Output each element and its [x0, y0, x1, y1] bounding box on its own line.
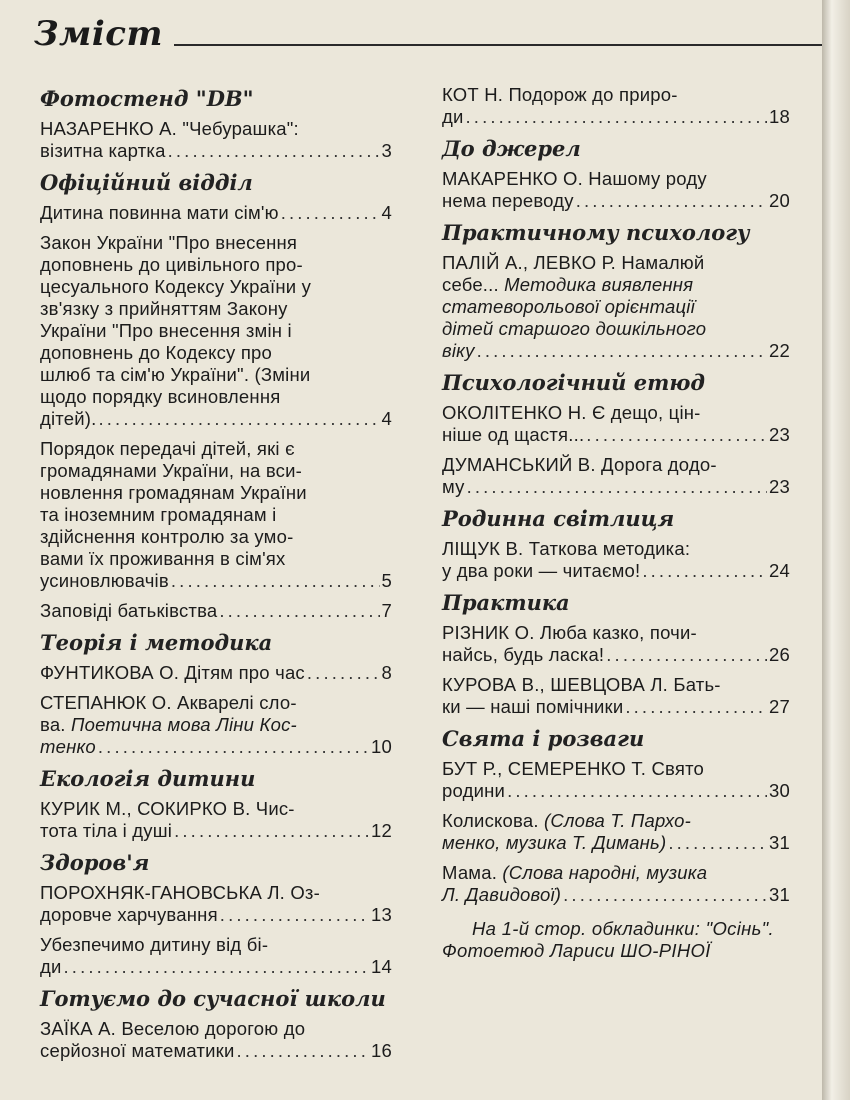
entry-text-line: дітей). [40, 408, 97, 429]
italic-text: статеворольової орієнтації [442, 296, 695, 317]
section-heading: Готуємо до сучасної школи [40, 986, 386, 1011]
dot-leader [307, 662, 380, 684]
entry-text-line: ДУМАНСЬКИЙ В. Дорога додо- [442, 454, 717, 475]
entry-text-line: Заповіді батьківства [40, 600, 218, 621]
toc-entry[interactable] [40, 1018, 392, 1062]
toc-entry[interactable] [442, 622, 790, 666]
dot-leader [219, 600, 379, 622]
entry-text-line: вами їх проживання в сім'ях [40, 548, 286, 569]
entry-leader-line [40, 904, 392, 926]
entry-text-line: ФУНТИКОВА О. Дітям про час [40, 662, 305, 683]
entry-text-line: МАКАРЕНКО О. Нашому роду [442, 168, 707, 189]
header-rule [174, 44, 824, 46]
page-number: 4 [381, 408, 392, 429]
entry-leader-line [40, 956, 392, 978]
entry-leader-line [442, 106, 790, 128]
entry-leader-line [40, 202, 392, 224]
entry-leader-line [40, 140, 392, 162]
entry-text-line: ЛІЩУК В. Таткова методика: [442, 538, 691, 559]
dot-leader [477, 340, 767, 362]
entry-text-line: нема переводу [442, 190, 574, 211]
entry-text-line [442, 340, 475, 362]
entry-text-line: найсь, будь ласка! [442, 644, 605, 665]
toc-entry[interactable] [40, 438, 392, 592]
entry-text-line: тота тіла і душі [40, 820, 173, 841]
entry-text-line: Мама. (Слова народні, музика [442, 862, 708, 883]
entry-text-line: Дитина повинна мати сім'ю [40, 202, 279, 223]
entry-text-line [442, 884, 561, 906]
entry-text-line: ЗАЇКА А. Веселою дорогою до [40, 1018, 306, 1039]
page-number: 10 [371, 736, 392, 757]
dot-leader [281, 202, 380, 224]
section-heading: Свята і розваги [442, 726, 645, 751]
page-number: 24 [769, 560, 790, 581]
dot-leader [576, 190, 767, 212]
italic-text: тенко [40, 736, 96, 757]
page-number: 23 [769, 476, 790, 497]
toc-entry[interactable] [442, 454, 790, 498]
entry-text-line: доповнень до Кодексу про [40, 342, 273, 363]
italic-text: Поетична мова Ліни Кос- [71, 714, 297, 735]
section-heading: Теорія і методика [40, 630, 273, 655]
page-number: 18 [769, 106, 790, 127]
entry-text-line: у два роки — читаємо! [442, 560, 641, 581]
page-number: 22 [769, 340, 790, 361]
dot-leader [467, 476, 767, 498]
page-number: 12 [371, 820, 392, 841]
page-number: 30 [769, 780, 790, 801]
entry-text-line [442, 832, 666, 854]
page-number: 26 [769, 644, 790, 665]
section-heading: Психологічний етюд [442, 370, 705, 395]
dot-leader [586, 424, 767, 446]
contents-header [34, 14, 824, 64]
dot-leader [174, 820, 369, 842]
entry-text-line: себе... Методика виявлення [442, 274, 694, 295]
entry-text-line: шлюб та сім'ю України". (Зміни [40, 364, 311, 385]
page-number: 13 [371, 904, 392, 925]
entry-leader-line [40, 662, 392, 684]
dot-leader [168, 140, 380, 162]
page-number: 31 [769, 884, 790, 905]
section-heading: Екологія дитини [40, 766, 256, 791]
entry-text-line: громадянами України, на вси- [40, 460, 303, 481]
entry-leader-line [40, 600, 392, 622]
toc-entry[interactable] [40, 882, 392, 926]
entry-leader-line [40, 1040, 392, 1062]
dot-leader [64, 956, 369, 978]
italic-text: віку [442, 340, 475, 361]
toc-entry[interactable] [40, 798, 392, 842]
page-number: 4 [381, 202, 392, 223]
entry-text-line [442, 296, 790, 318]
dot-leader [625, 696, 767, 718]
entry-text-line: ніше од щастя... [442, 424, 585, 445]
dot-leader [563, 884, 767, 906]
entry-leader-line [442, 644, 790, 666]
entry-text-line: ПОРОХНЯК-ГАНОВСЬКА Л. Оз- [40, 882, 320, 903]
entry-text-line: цесуального Кодексу України у [40, 276, 312, 297]
entry-text-line: зв'язку з прийняттям Закону [40, 298, 288, 319]
entry-text-line: здійснення контролю за умо- [40, 526, 294, 547]
entry-text-line: ди [442, 106, 464, 127]
section-heading: Практичному психологу [442, 220, 750, 245]
toc-entry[interactable] [442, 674, 790, 718]
toc-entry[interactable] [442, 862, 790, 906]
entry-leader-line [442, 476, 790, 498]
italic-text: (Слова народні, музика [502, 862, 708, 883]
dot-leader [99, 408, 380, 430]
entry-text-line: ки — наші помічники [442, 696, 624, 717]
entry-text-line: візитна картка [40, 140, 166, 161]
entry-text-line: НАЗАРЕНКО А. "Чебурашка": [40, 118, 299, 139]
toc-entry[interactable] [442, 810, 790, 854]
entry-leader-line [442, 424, 790, 446]
entry-text-line [40, 736, 96, 758]
section-heading: Родинна світлиця [442, 506, 675, 531]
entry-text-line: му [442, 476, 465, 497]
page-title: Зміст [34, 14, 163, 54]
page-number: 7 [381, 600, 392, 621]
entry-leader-line [442, 832, 790, 854]
entry-text-line: ОКОЛІТЕНКО Н. Є дещо, цін- [442, 402, 701, 423]
toc-entry[interactable] [442, 758, 790, 802]
entry-text-line: Закон України "Про внесення [40, 232, 298, 253]
dot-leader [466, 106, 767, 128]
entry-text-line: БУТ Р., СЕМЕРЕНКО Т. Свято [442, 758, 705, 779]
entry-leader-line [442, 884, 790, 906]
entry-leader-line [40, 408, 392, 430]
toc-entry[interactable] [40, 600, 392, 622]
toc-entry[interactable] [442, 538, 790, 582]
entry-text-line: доповнень до цивільного про- [40, 254, 303, 275]
section-heading: Фотостенд "DB" [40, 86, 254, 111]
section-heading: Практика [442, 590, 570, 615]
italic-text: менко, музика Т. Димань) [442, 832, 667, 853]
entry-text-line: ПАЛІЙ А., ЛЕВКО Р. Намалюй [442, 252, 705, 273]
entry-text-line: новлення громадянам України [40, 482, 307, 503]
page-number: 31 [769, 832, 790, 853]
entry-text-line: родини [442, 780, 506, 801]
dot-leader [237, 1040, 370, 1062]
entry-text-line: усиновлювачів [40, 570, 169, 591]
toc-entry[interactable] [442, 252, 790, 362]
entry-text-line [442, 318, 790, 340]
entry-leader-line [442, 696, 790, 718]
entry-leader-line [40, 736, 392, 758]
contents-column-left [40, 84, 392, 1070]
toc-entry[interactable] [40, 934, 392, 978]
italic-text: дітей старшого дошкільного [442, 318, 707, 339]
toc-entry[interactable] [40, 118, 392, 162]
entry-leader-line [442, 560, 790, 582]
entry-leader-line [40, 570, 392, 592]
entry-text-line: та іноземним громадянам і [40, 504, 277, 525]
toc-entry[interactable] [40, 662, 392, 684]
dot-leader [668, 832, 767, 854]
dot-leader [642, 560, 767, 582]
entry-text-line: РІЗНИК О. Люба казко, почи- [442, 622, 697, 643]
toc-entry[interactable] [442, 402, 790, 446]
italic-text: Методика виявлення [504, 274, 694, 295]
contents-column-right [442, 84, 790, 962]
toc-entry[interactable] [40, 692, 392, 758]
entry-text-line: серйозної математики [40, 1040, 235, 1061]
page-number: 5 [381, 570, 392, 591]
page-number: 23 [769, 424, 790, 445]
toc-entry[interactable] [442, 168, 790, 212]
section-heading: Здоров'я [40, 850, 150, 875]
entry-text-line: КУРОВА В., ШЕВЦОВА Л. Бать- [442, 674, 721, 695]
entry-leader-line [442, 340, 790, 362]
page-number: 27 [769, 696, 790, 717]
entry-text-line: Порядок передачі дітей, які є [40, 438, 295, 459]
entry-text-line: ди [40, 956, 62, 977]
entry-text-line: Колискова. (Слова Т. Пархо- [442, 810, 691, 831]
dot-leader [606, 644, 767, 666]
entry-leader-line [442, 190, 790, 212]
page-number: 16 [371, 1040, 392, 1061]
entry-leader-line [442, 780, 790, 802]
dot-leader [98, 736, 369, 758]
italic-text: (Слова Т. Пархо- [544, 810, 691, 831]
entry-leader-line [40, 820, 392, 842]
entry-text-line: КУРИК М., СОКИРКО В. Чис- [40, 798, 295, 819]
entry-text-line: КОТ Н. Подорож до приро- [442, 84, 678, 105]
page-number: 8 [381, 662, 392, 683]
entry-text-line: Убезпечимо дитину від бі- [40, 934, 269, 955]
entry-text-line: України "Про внесення змін і [40, 320, 292, 341]
entry-text-line: щодо порядку всиновлення [40, 386, 281, 407]
cover-caption: На 1-й стор. обкладинки: "Осінь". Фотоетюд Лариси ШО-РІНОЇ [442, 918, 774, 961]
entry-text-line: доровче харчування [40, 904, 218, 925]
section-heading: Офіційний відділ [40, 170, 253, 195]
entry-text-line: ва. Поетична мова Ліни Кос- [40, 714, 297, 735]
toc-entry[interactable] [40, 232, 392, 430]
toc-entry[interactable] [442, 84, 790, 128]
dot-leader [171, 570, 380, 592]
toc-entry[interactable] [40, 202, 392, 224]
dot-leader [507, 780, 767, 802]
section-heading: До джерел [442, 136, 581, 161]
italic-text: Л. Давидової) [442, 884, 562, 905]
dot-leader [220, 904, 369, 926]
page-number: 14 [371, 956, 392, 977]
page-number: 20 [769, 190, 790, 211]
next-page-edge [822, 0, 850, 1100]
page-number: 3 [381, 140, 392, 161]
entry-text-line: СТЕПАНЮК О. Акварелі сло- [40, 692, 297, 713]
